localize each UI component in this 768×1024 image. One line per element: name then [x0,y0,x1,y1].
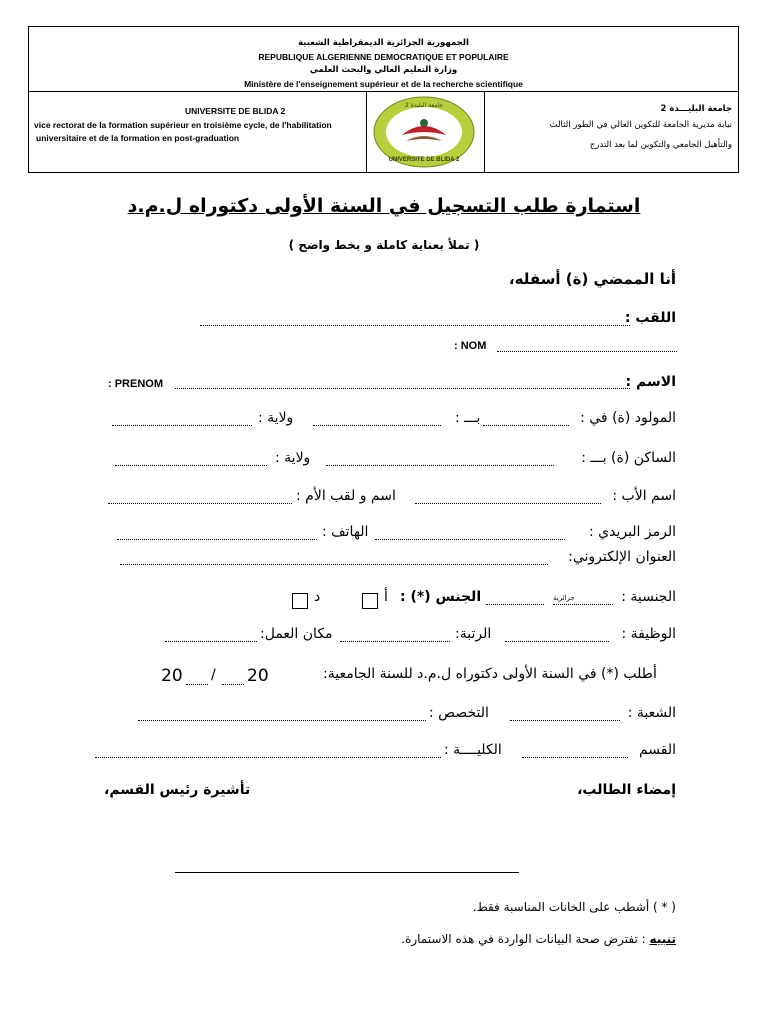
fr-university: UNIVERSITE DE BLIDA 2 [185,106,286,116]
form-subtitle: ( تملأ بعناية كاملة و بخط واضح ) [288,238,480,252]
email-field[interactable] [120,552,548,565]
born-b-label: بـــ : [455,410,481,426]
student-signature-label: إمضاء الطالب، [577,782,676,798]
phone-field[interactable] [117,527,317,540]
born-wilaya-label: ولاية : [258,410,294,426]
gender-m-checkbox[interactable] [292,593,308,609]
year-right: 20 [161,666,183,686]
department-label: القسم [638,742,676,758]
nationality-value: جزائرية [553,594,575,602]
intro-text: أنا الممضي (ة) أسفله، [508,270,676,288]
header-divider-left [366,91,367,173]
nationality-extra-field[interactable] [486,592,544,605]
header-divider-right [484,91,485,173]
notice-label: تنبيه [649,932,676,946]
rank-field[interactable] [340,629,450,642]
mother-label: اسم و لقب الأم : [296,488,396,504]
nationality-label: الجنسية : [621,589,676,605]
postal-label: الرمز البريدي : [588,524,676,540]
head-signature-label: تأشيرة رئيس القسم، [104,782,251,798]
logo-text: UNIVERSITE DE BLIDA 2 [388,157,460,163]
branch-label: الشعبة : [627,705,676,721]
resident-label: الساكن (ة) بـــ : [581,450,676,466]
faculty-field[interactable] [95,745,441,758]
resident-wilaya-field[interactable] [115,453,267,466]
workplace-label: مكان العمل: [260,626,333,642]
email-label: العنوان الإلكتروني: [568,549,676,565]
specialty-field[interactable] [138,708,426,721]
specialty-label: التخصص : [429,705,489,721]
resident-field[interactable] [326,453,554,466]
year-left: 20 [247,666,269,686]
gender-f-checkbox[interactable] [362,593,378,609]
firstname-label: الاسم : [625,374,676,390]
faculty-label: الكليــــة : [444,742,502,758]
request-text: أطلب (*) في السنة الأولى دكتوراه ل.م.د للسنة الجامعية: [323,666,657,682]
lastname-field[interactable] [200,313,630,326]
born-label: المولود (ة) في : [580,410,676,426]
branch-field[interactable] [510,708,620,721]
year-sep: / [211,667,216,683]
phone-label: الهاتف : [322,524,369,540]
fr-vice-line1: vice rectorat de la formation supérieur en troisième cycle, de l'habilitation [34,120,332,130]
fr-vice-line2: universitaire et de la formation en post-graduation [36,133,240,143]
footnote: ( * ) أشطب على الخانات المناسبة فقط. [472,900,676,914]
father-field[interactable] [415,491,601,504]
rank-label: الرتبة: [455,626,492,642]
born-wilaya-field[interactable] [112,413,252,426]
logo-ar-text: جامعة البليدة 2 [405,102,443,109]
born-place-field[interactable] [313,413,441,426]
nom-field[interactable] [497,339,677,352]
nom-label: : NOM [454,340,487,352]
father-label: اسم الأب : [612,488,676,504]
ar-republic: الجمهورية الجزائرية الديمقراطية الشعبية [298,38,469,48]
fr-ministry: Ministère de l'enseignement supérieur et de la recherche scientifique [244,79,523,89]
workplace-field[interactable] [165,629,257,642]
notice-line [401,932,676,946]
ar-vice-line1: نيابة مديرية الجامعة للتكوين العالي في الطور الثالث [549,120,732,130]
notice-text: : تفترض صحة البيانات الواردة في هذه الاستمارة. [401,932,646,946]
prenom-label: : PRENOM [108,378,163,390]
gender-m-label: د [314,589,321,605]
ar-vice-line2: والتأهيل الجامعي والتكوين لما بعد التدرج [589,140,732,150]
year-right-field[interactable] [186,672,208,685]
year-left-field[interactable] [222,672,244,685]
lastname-label: اللقب : [624,310,676,326]
born-date-field[interactable] [483,413,569,426]
mother-field[interactable] [108,491,292,504]
gender-f-label: أ [384,589,388,605]
ar-university: جامعة البليـــدة 2 [660,104,732,114]
university-logo [372,95,476,169]
resident-wilaya-label: ولاية : [275,450,311,466]
postal-field[interactable] [375,527,565,540]
department-field[interactable] [522,745,628,758]
form-title: استمارة طلب التسجيل في السنة الأولى دكتوراه ل.م.د [127,195,641,217]
gender-label: الجنس (*) : [400,589,482,605]
ar-ministry: وزارة التعليم العالي والبحث العلمي [309,65,458,75]
firstname-field[interactable] [175,376,630,389]
footer-separator [175,872,519,873]
fr-republic: REPUBLIQUE ALGERIENNE DEMOCRATIQUE ET POPULAIRE [258,52,509,62]
job-label: الوظيفة : [621,626,676,642]
job-field[interactable] [505,629,609,642]
